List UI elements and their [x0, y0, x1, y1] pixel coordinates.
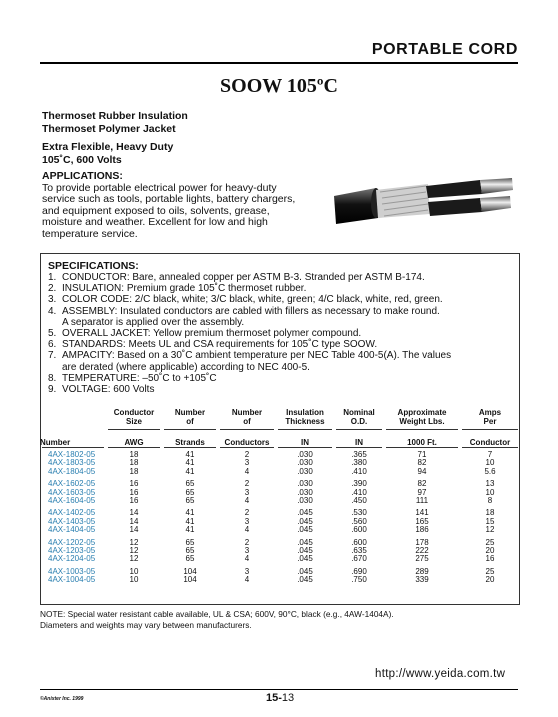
applications-line: and equipment exposed to oils, solvents, grease,: [42, 204, 270, 217]
page-number: [266, 692, 294, 704]
table-cell: 82: [417, 458, 427, 468]
column-header-bottom: IN: [355, 438, 363, 447]
spec-item: [48, 317, 516, 328]
table-cell: .600: [351, 537, 367, 547]
table-row: [40, 459, 520, 467]
table-cell: .045: [297, 516, 313, 526]
spec-number: 9.: [48, 384, 57, 396]
table-cell: .045: [297, 508, 313, 518]
table-row: [40, 526, 520, 534]
table-row: [40, 555, 520, 563]
table-cell: .030: [297, 450, 313, 459]
table-cell: 2: [244, 450, 250, 459]
table-row: [40, 539, 520, 547]
spec-number: 4.: [48, 305, 57, 317]
table-cell: 16: [129, 487, 139, 497]
table-row: [40, 489, 520, 497]
table-cell: 18: [129, 466, 139, 476]
table-cell: .045: [297, 545, 313, 555]
spec-item: [48, 362, 516, 373]
table-cell: 12: [129, 545, 139, 555]
spec-text: COLOR CODE: 2/C black, white; 3/C black, white, green; 4/C black, white, red, green.: [62, 294, 443, 306]
column-header-bottom: Conductors: [224, 438, 270, 447]
table-cell: 82: [417, 479, 427, 489]
applications-section: [42, 171, 332, 241]
column-header-top: Conductor Size: [113, 408, 155, 426]
part-number: 4AX-1604-05: [48, 495, 96, 505]
table-cell: 13: [485, 479, 495, 489]
applications-line: moisture and weather. Excellent for low and high: [42, 216, 268, 229]
table-row-group: [40, 568, 520, 585]
table-cell: 289: [415, 566, 429, 576]
part-number: 4AX-1603-05: [48, 487, 96, 497]
table-cell: 186: [415, 525, 429, 535]
table-cell: 4: [244, 575, 250, 585]
column-header-top: Insulation Thickness: [285, 408, 325, 426]
table-cell: 4: [244, 495, 250, 505]
column-header: [40, 408, 106, 448]
table-cell: 12: [129, 554, 139, 564]
table-cell: 41: [185, 466, 195, 476]
specifications-heading: SPECIFICATIONS:: [48, 260, 139, 272]
column-header: [276, 408, 334, 448]
spec-text: OVERALL JACKET: Yellow premium thermoset polymer compound.: [62, 328, 362, 340]
spec-item: [48, 350, 516, 361]
column-header: [384, 408, 460, 448]
spec-item: [48, 384, 516, 395]
page-prefix: 15-: [266, 692, 282, 704]
table-cell: .045: [297, 566, 313, 576]
column-header-bottom: Conductor: [469, 438, 511, 447]
column-header: [460, 408, 520, 448]
table-cell: 15: [485, 516, 495, 526]
part-number: 4AX-1403-05: [48, 516, 96, 526]
spec-item: [48, 283, 516, 294]
column-header: [106, 408, 162, 448]
table-cell: .450: [351, 495, 367, 505]
subtitle-line: Thermoset Polymer Jacket: [42, 122, 176, 135]
part-number: 4AX-1204-05: [48, 554, 96, 564]
table-cell: 65: [185, 487, 195, 497]
cable-separator: [376, 184, 430, 218]
table-cell: 178: [415, 537, 429, 547]
table-cell: 65: [185, 495, 195, 505]
table-cell: 65: [185, 545, 195, 555]
table-row-group: [40, 509, 520, 534]
part-number: 4AX-1804-05: [48, 466, 96, 476]
table-cell: 10: [485, 487, 495, 497]
applications-heading: APPLICATIONS:: [42, 170, 123, 182]
table-cell: .030: [297, 479, 313, 489]
table-cell: 3: [244, 487, 250, 497]
table-cell: 4: [244, 554, 250, 564]
table-cell: .690: [351, 566, 367, 576]
note-line: NOTE: Special water resistant cable available, UL & CSA; 600V, 90°C, black (e.g., 4AW-1404A).: [40, 609, 394, 619]
table-cell: 2: [244, 508, 250, 518]
cable-jacket: [334, 188, 381, 224]
table-cell: 104: [183, 575, 197, 585]
table-cell: 16: [129, 479, 139, 489]
table-cell: 94: [417, 466, 427, 476]
table-cell: 14: [129, 508, 139, 518]
cable-image: [330, 172, 530, 234]
spec-item: [48, 306, 516, 317]
table-row: [40, 568, 520, 576]
part-number: 4AX-1803-05: [48, 458, 96, 468]
spec-number: 8.: [48, 372, 57, 384]
table-cell: .030: [297, 487, 313, 497]
part-number: 4AX-1602-05: [48, 479, 96, 489]
spec-item: [48, 294, 516, 305]
table-cell: 3: [244, 516, 250, 526]
table-cell: 2: [244, 479, 250, 489]
table-cell: 8: [487, 495, 493, 505]
product-subtitles: [42, 110, 188, 166]
column-header-top: Amps Per: [478, 408, 502, 426]
column-header-bottom: Number: [40, 438, 71, 447]
column-header-bottom: 1000 Ft.: [407, 438, 437, 447]
table-cell: 97: [417, 487, 427, 497]
table-cell: .380: [351, 458, 367, 468]
table-cell: .030: [297, 495, 313, 505]
spec-text: A separator is applied over the assembly.: [62, 316, 245, 328]
specifications-list: [48, 272, 516, 395]
table-cell: 25: [485, 537, 495, 547]
table-cell: 165: [415, 516, 429, 526]
table-cell: .045: [297, 525, 313, 535]
spec-text: are derated (where applicable) according to NEC 400-5.: [62, 361, 310, 373]
table-cell: 12: [485, 525, 495, 535]
applications-line: To provide portable electrical power for heavy-duty: [42, 181, 277, 194]
table-row: [40, 576, 520, 584]
footer-rule: [40, 689, 518, 690]
spec-item: [48, 328, 516, 339]
table-cell: 141: [415, 508, 429, 518]
table-row: [40, 480, 520, 488]
spec-number: 5.: [48, 328, 57, 340]
table-cell: 10: [129, 566, 139, 576]
table-cell: .600: [351, 525, 367, 535]
part-number: 4AX-1003-05: [48, 566, 96, 576]
table-row-group: [40, 480, 520, 505]
applications-line: service such as tools, portable lights, battery chargers,: [42, 193, 296, 206]
table-row-group: [40, 539, 520, 564]
table-cell: 10: [129, 575, 139, 585]
table-cell: 275: [415, 554, 429, 564]
table-body: [40, 451, 520, 588]
table-cell: 41: [185, 508, 195, 518]
table-cell: 65: [185, 479, 195, 489]
table-cell: 4: [244, 466, 250, 476]
table-row: [40, 509, 520, 517]
spec-text: VOLTAGE: 600 Volts: [62, 384, 155, 396]
subtitle-line: Thermoset Rubber Insulation: [42, 110, 188, 122]
column-header-top: Number of: [231, 408, 263, 426]
table-cell: 65: [185, 554, 195, 564]
table-cell: .365: [351, 450, 367, 459]
table-row: [40, 518, 520, 526]
column-header-bottom: Strands: [175, 438, 205, 447]
table-cell: 18: [129, 458, 139, 468]
table-cell: 20: [485, 575, 495, 585]
table-cell: 18: [485, 508, 495, 518]
table-cell: .045: [297, 554, 313, 564]
table-cell: 111: [415, 495, 429, 505]
subtitle-line: 105˚C, 600 Volts: [42, 153, 122, 166]
table-row: [40, 451, 520, 459]
table-cell: .410: [351, 466, 367, 476]
spec-text: INSULATION: Premium grade 105˚C thermoset rubber.: [62, 283, 307, 295]
spec-text: STANDARDS: Meets UL and CSA requirements for 105˚C type SOOW.: [62, 339, 378, 351]
table-cell: 18: [129, 450, 139, 459]
spec-text: ASSEMBLY: Insulated conductors are cabled with fillers as necessary to make round.: [62, 305, 440, 317]
spec-number: 3.: [48, 294, 57, 306]
table-cell: 104: [183, 566, 197, 576]
table-cell: 4: [244, 525, 250, 535]
table-cell: 20: [485, 545, 495, 555]
header-rule: [40, 62, 518, 64]
table-row-group: [40, 451, 520, 476]
column-header: [334, 408, 384, 448]
table-cell: 3: [244, 458, 250, 468]
table-cell: 41: [185, 450, 195, 459]
spec-item: [48, 373, 516, 384]
note-line: Diameters and weights may vary between manufacturers.: [40, 619, 252, 630]
table-cell: .045: [297, 537, 313, 547]
table-cell: 3: [244, 545, 250, 555]
table-cell: 10: [485, 458, 495, 468]
table-cell: .030: [297, 466, 313, 476]
table-cell: 222: [415, 545, 429, 555]
column-header-top: Number of: [174, 408, 206, 426]
spec-text: AMPACITY: Based on a 30˚C ambient temperature per NEC Table 400-5(A). The values: [62, 350, 452, 362]
table-cell: 7: [487, 450, 493, 459]
part-number: 4AX-1202-05: [48, 537, 96, 547]
table-cell: .750: [351, 575, 367, 585]
section-title: PORTABLE CORD: [371, 41, 518, 58]
part-number: 4AX-1402-05: [48, 508, 96, 518]
part-number: 4AX-1404-05: [48, 525, 96, 535]
column-header-top: Nominal O.D.: [343, 408, 375, 426]
table-cell: 2: [244, 537, 250, 547]
spec-item: [48, 272, 516, 283]
table-note: [40, 609, 394, 630]
spec-number: 7.: [48, 350, 57, 362]
column-header-top: Approximate Weight Lbs.: [397, 408, 447, 426]
table-cell: .410: [351, 487, 367, 497]
table-cell: 14: [129, 525, 139, 535]
copyright: ©Anixter Inc. 1999: [40, 696, 84, 702]
table-cell: .635: [351, 545, 367, 555]
table-cell: 25: [485, 566, 495, 576]
column-header: [162, 408, 218, 448]
part-number: 4AX-1203-05: [48, 545, 96, 555]
table-cell: .530: [351, 508, 367, 518]
table-cell: 5.6: [484, 466, 496, 476]
table-cell: .030: [297, 458, 313, 468]
table-cell: .560: [351, 516, 367, 526]
cable-conductors: [426, 178, 513, 216]
table-row: [40, 497, 520, 505]
column-header-bottom: IN: [301, 438, 309, 447]
table-cell: 41: [185, 525, 195, 535]
table-row: [40, 468, 520, 476]
table-cell: 3: [244, 566, 250, 576]
applications-line: temperature service.: [42, 227, 138, 240]
spec-item: [48, 339, 516, 350]
spec-number: 6.: [48, 339, 57, 351]
part-number: 4AX-1004-05: [48, 575, 96, 585]
page-title: SOOW 105ºC: [220, 75, 338, 97]
part-number: 4AX-1802-05: [48, 450, 96, 459]
column-header: [218, 408, 276, 448]
table-cell: 16: [485, 554, 495, 564]
column-header-bottom: AWG: [124, 438, 144, 447]
spec-number: 2.: [48, 283, 57, 295]
table-cell: .045: [297, 575, 313, 585]
spec-text: TEMPERATURE: –50˚C to +105˚C: [62, 372, 217, 384]
table-cell: 12: [129, 537, 139, 547]
table-cell: .390: [351, 479, 367, 489]
table-cell: 41: [185, 516, 195, 526]
table-cell: 71: [417, 450, 427, 459]
table-cell: .670: [351, 554, 367, 564]
table-cell: 14: [129, 516, 139, 526]
table-cell: 339: [415, 575, 429, 585]
spec-text: CONDUCTOR: Bare, annealed copper per ASTM B-3. Stranded per ASTM B-174.: [62, 272, 425, 283]
subtitle-line: Extra Flexible, Heavy Duty: [42, 141, 174, 153]
table-cell: 16: [129, 495, 139, 505]
table-cell: 41: [185, 458, 195, 468]
table-cell: 65: [185, 537, 195, 547]
table-row: [40, 547, 520, 555]
table-header: [40, 408, 520, 448]
spec-number: 1.: [48, 272, 57, 283]
page-num: 13: [281, 692, 295, 704]
website-url[interactable]: http://www.yeida.com.tw: [375, 668, 506, 680]
